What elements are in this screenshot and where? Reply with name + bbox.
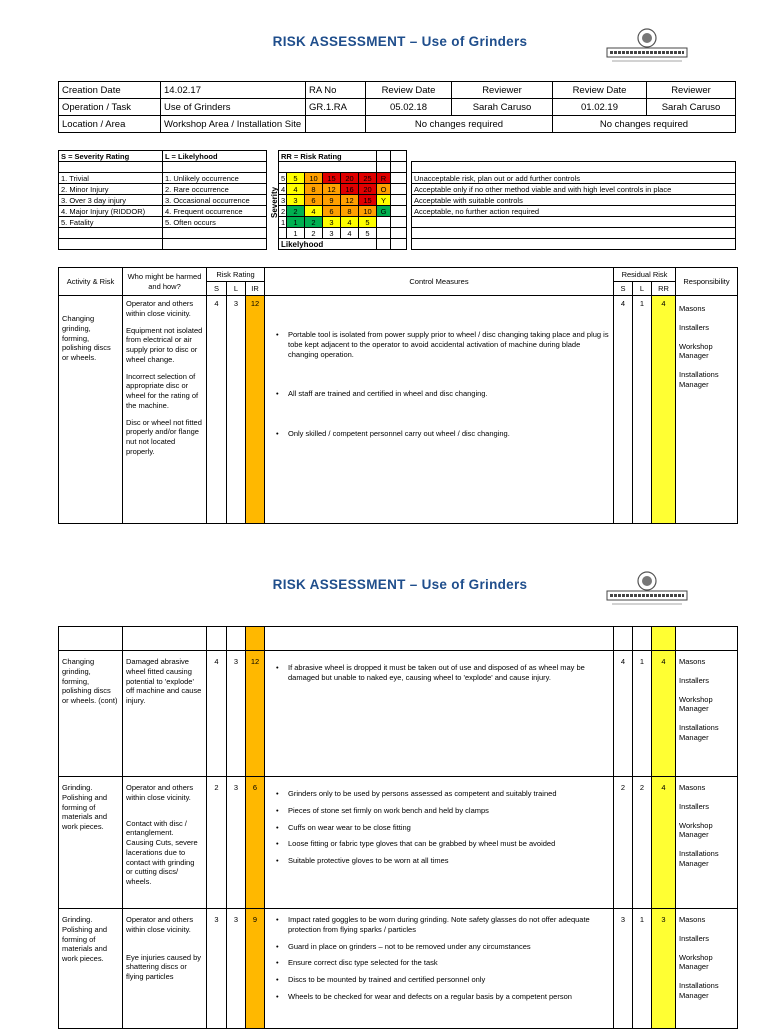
info-cell: Reviewer xyxy=(452,82,553,99)
assessment-table-page2 xyxy=(58,626,738,1029)
info-cell: No changes required xyxy=(366,116,553,133)
severity-tick: 5 xyxy=(279,173,287,184)
matrix-cell: 5 xyxy=(359,217,377,228)
matrix-cell: 8 xyxy=(305,184,323,195)
col-header-controls: Control Measures xyxy=(265,268,614,296)
info-table xyxy=(58,81,736,133)
control-item: • Ensure correct disc type selected for the task xyxy=(268,958,610,968)
rr-value: 3 xyxy=(652,909,676,1029)
likelihood-tick: 2 xyxy=(305,228,323,239)
table-row xyxy=(59,909,738,1029)
likelihood-item: 5. Often occurs xyxy=(163,217,267,228)
control-item: • All staff are trained and certified in wheel and disc changing. xyxy=(268,389,610,399)
severity-tick: 2 xyxy=(279,206,287,217)
info-cell: 05.02.18 xyxy=(366,99,452,116)
l-value: 3 xyxy=(227,909,246,1029)
control-item: • Loose fitting or fabric type gloves that can be grabbed by wheel must be avoided xyxy=(268,839,610,849)
responsibility-cell xyxy=(676,296,738,524)
severity-tick: 1 xyxy=(279,217,287,228)
matrix-cell: 10 xyxy=(305,173,323,184)
rs-value: 3 xyxy=(614,909,633,1029)
responsibility-item: Installers xyxy=(679,322,710,332)
info-cell: 01.02.19 xyxy=(553,99,647,116)
matrix-cell: 8 xyxy=(341,206,359,217)
col-header-rl: L xyxy=(633,282,652,296)
rs-value: 4 xyxy=(614,296,633,524)
s-value: 3 xyxy=(207,909,227,1029)
matrix-cell: 1 xyxy=(287,217,305,228)
ir-value: 6 xyxy=(246,777,265,909)
harm-cell xyxy=(123,909,207,1029)
responsibility-item: Workshop Manager xyxy=(679,341,713,361)
s-value: 4 xyxy=(207,296,227,524)
classic-marble-logo-icon xyxy=(602,26,692,66)
rating-key-table xyxy=(58,150,736,250)
info-cell: Sarah Caruso xyxy=(452,99,553,116)
responsibility-item: Workshop Manager xyxy=(679,694,713,714)
info-cell: Review Date xyxy=(553,82,647,99)
harm-text: Contact with disc / entanglement. Causing Cuts, severe lacerations due to contact with grinding or cutting discs/ wheels. xyxy=(126,818,198,886)
matrix-cell: 2 xyxy=(287,206,305,217)
severity-item: 4. Major Injury (RIDDOR) xyxy=(59,206,163,217)
responsibility-item: Installers xyxy=(679,675,710,685)
control-item: • Suitable protective gloves to be worn at all times xyxy=(268,856,610,866)
responsibility-item: Workshop Manager xyxy=(679,820,713,840)
harm-text: Operator and others within close vicinity. xyxy=(126,299,194,318)
responsibility-cell xyxy=(676,777,738,909)
matrix-cell: 20 xyxy=(359,184,377,195)
legend-code: Y xyxy=(377,195,391,206)
likelihood-item: 4. Frequent occurrence xyxy=(163,206,267,217)
col-header-l: L xyxy=(227,282,246,296)
control-item: • Grinders only to be used by persons assessed as competent and suitably trained xyxy=(268,789,610,799)
responsibility-item: Installers xyxy=(679,801,710,811)
control-item: • Guard in place on grinders – not to be removed under any circumstances xyxy=(268,942,610,952)
responsibility-item: Workshop Manager xyxy=(679,952,713,972)
legend-text: Acceptable only if no other method viable and with high level controls in place xyxy=(412,184,736,195)
matrix-cell: 15 xyxy=(323,173,341,184)
table-row xyxy=(59,296,738,524)
assessment-table-page1 xyxy=(58,267,738,524)
responsibility-item: Masons xyxy=(679,783,706,792)
responsibility-item: Installations Manager xyxy=(679,981,719,1000)
control-item: • Impact rated goggles to be worn during grinding. Note safety glasses do not offer adequate protection from flying sparks / particles xyxy=(268,915,610,935)
col-header-s: S xyxy=(207,282,227,296)
ir-value: 12 xyxy=(246,296,265,524)
matrix-cell: 5 xyxy=(287,173,305,184)
likelihood-axis-label: Likelyhood xyxy=(279,239,377,250)
harm-text: Incorrect selection of appropriate disc or wheel for the rating of the machine. xyxy=(126,371,199,410)
info-cell: Operation / Task xyxy=(59,99,161,116)
info-cell: Sarah Caruso xyxy=(647,99,736,116)
legend-text: Acceptable with suitable controls xyxy=(412,195,736,206)
likelihood-header: L = Likelyhood xyxy=(163,151,267,162)
severity-item: 2. Minor Injury xyxy=(59,184,163,195)
matrix-cell: 12 xyxy=(323,184,341,195)
control-item: • Portable tool is isolated from power supply prior to wheel / disc changing taking place and plug is tobe kept adjacent to the operator to avoid accidental activation of machine during blade changing operation. xyxy=(268,330,610,359)
harm-text: Eye injuries caused by shattering discs or flying particles xyxy=(126,952,202,981)
matrix-cell: 10 xyxy=(359,206,377,217)
responsibility-item: Masons xyxy=(679,915,706,924)
harm-text: Operator and others within close vicinity. xyxy=(126,915,194,934)
matrix-cell: 6 xyxy=(323,206,341,217)
info-cell: GR.1.RA xyxy=(306,99,366,116)
responsibility-item: Installations Manager xyxy=(679,723,719,742)
rs-value: 4 xyxy=(614,651,633,777)
matrix-cell: 4 xyxy=(341,217,359,228)
classic-marble-logo-icon xyxy=(602,569,692,609)
rs-value: 2 xyxy=(614,777,633,909)
col-header-risk-rating: Risk Rating xyxy=(207,268,265,282)
activity-cell: Grinding. Polishing and forming of materials and work pieces. xyxy=(59,909,123,1029)
rr-value: 4 xyxy=(652,296,676,524)
activity-cell: Changing grinding, forming, polishing discs or wheels. (cont) xyxy=(59,651,123,777)
harm-text: Disc or wheel not fitted properly and/or flange nut not located properly. xyxy=(126,417,202,456)
rl-value: 1 xyxy=(633,296,652,524)
page-title-2: RISK ASSESSMENT – Use of Grinders xyxy=(272,577,528,592)
matrix-cell: 20 xyxy=(341,173,359,184)
severity-tick: 3 xyxy=(279,195,287,206)
harm-cell xyxy=(123,777,207,909)
table-row xyxy=(59,777,738,909)
info-cell: Use of Grinders xyxy=(161,99,306,116)
harm-cell xyxy=(123,651,207,777)
col-header-rr: RR xyxy=(652,282,676,296)
severity-header: S = Severity Rating xyxy=(59,151,163,162)
responsibility-cell xyxy=(676,909,738,1029)
col-header-activity: Activity & Risk xyxy=(59,268,123,296)
harm-text: Equipment not isolated from electrical or air supply prior to disc or wheel change. xyxy=(126,325,203,364)
control-item: • Cuffs on wear wear to be close fitting xyxy=(268,823,610,833)
responsibility-item: Masons xyxy=(679,304,706,313)
matrix-cell: 12 xyxy=(341,195,359,206)
col-header-ir: IR xyxy=(246,282,265,296)
likelihood-item: 3. Occasional occurrence xyxy=(163,195,267,206)
activity-cell: Grinding. Polishing and forming of materials and work pieces. xyxy=(59,777,123,909)
s-value: 2 xyxy=(207,777,227,909)
l-value: 3 xyxy=(227,296,246,524)
responsibility-item: Installations Manager xyxy=(679,849,719,868)
rl-value: 2 xyxy=(633,777,652,909)
info-cell: 14.02.17 xyxy=(161,82,306,99)
likelihood-tick: 3 xyxy=(323,228,341,239)
matrix-cell: 9 xyxy=(323,195,341,206)
severity-item: 5. Fatality xyxy=(59,217,163,228)
page-title: RISK ASSESSMENT – Use of Grinders xyxy=(272,34,528,49)
legend-code: G xyxy=(377,206,391,217)
rl-value: 1 xyxy=(633,909,652,1029)
legend-text: Acceptable, no further action required xyxy=(412,206,736,217)
info-cell: Location / Area xyxy=(59,116,161,133)
company-logo xyxy=(602,26,692,66)
controls-cell xyxy=(265,651,614,777)
legend-code: R xyxy=(377,173,391,184)
ir-value: 9 xyxy=(246,909,265,1029)
likelihood-tick: 5 xyxy=(359,228,377,239)
col-header-residual: Residual Risk xyxy=(614,268,676,282)
matrix-cell: 4 xyxy=(287,184,305,195)
rr-header: RR = Risk Rating xyxy=(279,151,377,162)
likelihood-item: 1. Unlikely occurrence xyxy=(163,173,267,184)
rr-value: 4 xyxy=(652,777,676,909)
matrix-cell: 15 xyxy=(359,195,377,206)
l-value: 3 xyxy=(227,777,246,909)
likelihood-item: 2. Rare occurrence xyxy=(163,184,267,195)
severity-tick: 4 xyxy=(279,184,287,195)
info-cell: Review Date xyxy=(366,82,452,99)
controls-cell xyxy=(265,777,614,909)
legend-code: O xyxy=(377,184,391,195)
rl-value: 1 xyxy=(633,651,652,777)
l-value: 3 xyxy=(227,651,246,777)
ir-value: 12 xyxy=(246,651,265,777)
matrix-cell: 3 xyxy=(287,195,305,206)
matrix-cell: 2 xyxy=(305,217,323,228)
col-header-who: Who might be harmed and how? xyxy=(123,268,207,296)
matrix-cell: 6 xyxy=(305,195,323,206)
info-cell: No changes required xyxy=(553,116,736,133)
severity-item: 3. Over 3 day injury xyxy=(59,195,163,206)
info-cell: Creation Date xyxy=(59,82,161,99)
responsibility-item: Masons xyxy=(679,657,706,666)
severity-item: 1. Trivial xyxy=(59,173,163,184)
control-item: • Pieces of stone set firmly on work bench and held by clamps xyxy=(268,806,610,816)
control-item: • Wheels to be checked for wear and defects on a regular basis by a competent person xyxy=(268,992,610,1002)
responsibility-cell xyxy=(676,651,738,777)
severity-axis-label: Severity xyxy=(270,186,279,218)
legend-text: Unacceptable risk, plan out or add further controls xyxy=(412,173,736,184)
col-header-responsibility: Responsibility xyxy=(676,268,738,296)
control-item: • If abrasive wheel is dropped it must be taken out of use and disposed of as wheel may be damaged but unable to naked eye, causing wheel to 'explode' and cause injury. xyxy=(268,663,610,683)
info-cell: Workshop Area / Installation Site xyxy=(161,116,306,133)
matrix-cell: 16 xyxy=(341,184,359,195)
harm-text: Damaged abrasive wheel fitted causing potential to 'explode' off machine and cause injury. xyxy=(126,657,202,705)
info-cell xyxy=(306,116,366,133)
col-header-rs: S xyxy=(614,282,633,296)
harm-text: Operator and others within close vicinity. xyxy=(126,783,194,802)
matrix-cell: 3 xyxy=(323,217,341,228)
matrix-cell: 25 xyxy=(359,173,377,184)
controls-cell xyxy=(265,296,614,524)
likelihood-tick: 1 xyxy=(287,228,305,239)
rr-value: 4 xyxy=(652,651,676,777)
activity-cell: Changing grinding, forming, polishing discs or wheels. xyxy=(59,296,123,524)
company-logo-2 xyxy=(602,569,692,609)
responsibility-item: Installations Manager xyxy=(679,370,719,389)
controls-cell xyxy=(265,909,614,1029)
info-cell: RA No xyxy=(306,82,366,99)
control-item: • Discs to be mounted by trained and certified personnel only xyxy=(268,975,610,985)
matrix-cell: 4 xyxy=(305,206,323,217)
likelihood-tick: 4 xyxy=(341,228,359,239)
control-item: • Only skilled / competent personnel carry out wheel / disc changing. xyxy=(268,429,610,439)
table-row xyxy=(59,651,738,777)
info-cell: Reviewer xyxy=(647,82,736,99)
harm-cell xyxy=(123,296,207,524)
s-value: 4 xyxy=(207,651,227,777)
responsibility-item: Installers xyxy=(679,933,710,943)
